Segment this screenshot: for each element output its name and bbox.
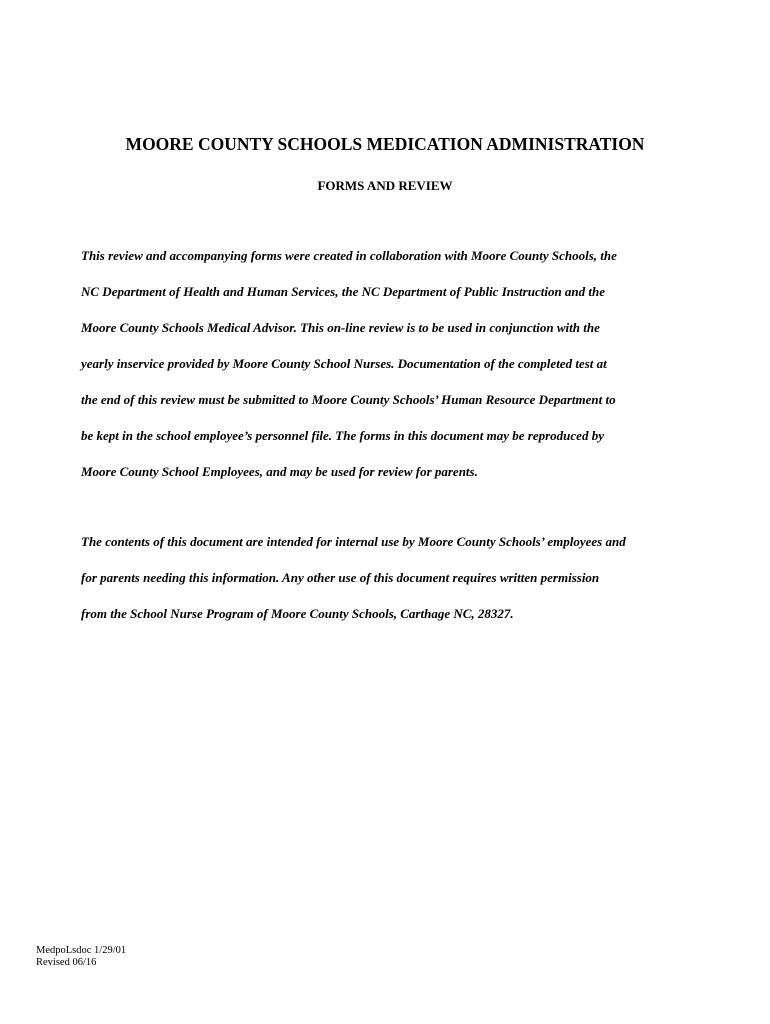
paragraph-line: The contents of this document are intended for internal use by Moore County Schools’ employees and	[81, 534, 626, 549]
paragraph-line: Moore County Schools Medical Advisor. This on-line review is to be used in conjunction with the	[81, 320, 600, 335]
paragraph-line: be kept in the school employee’s personnel file. The forms in this document may be reproduced by	[81, 428, 604, 443]
usage-paragraph	[81, 534, 741, 642]
paragraph-line: Moore County School Employees, and may be used for review for parents.	[81, 464, 478, 479]
document-subtitle: FORMS AND REVIEW	[317, 178, 453, 193]
paragraph-line: the end of this review must be submitted to Moore County Schools’ Human Resource Department to	[81, 392, 616, 407]
document-title	[0, 133, 770, 155]
paragraph-line: for parents needing this information. Any other use of this document requires written permission	[81, 570, 600, 585]
intro-paragraph	[81, 248, 741, 500]
paragraph-line: yearly inservice provided by Moore County School Nurses. Documentation of the completed test at	[81, 356, 607, 371]
document-footer	[36, 945, 126, 969]
paragraph-line: NC Department of Health and Human Services, the NC Department of Public Instruction and the	[81, 284, 606, 299]
footer-revised-line: Revised 06/16	[36, 957, 97, 968]
paragraph-line: from the School Nurse Program of Moore County Schools, Carthage NC, 28327.	[81, 606, 514, 621]
footer-file-line: MedpoLsdoc 1/29/01	[36, 945, 127, 956]
document-title-text: MOORE COUNTY SCHOOLS MEDICATION ADMINISTRATION	[125, 134, 645, 154]
paragraph-line: This review and accompanying forms were created in collaboration with Moore County Schools, the	[81, 248, 617, 263]
